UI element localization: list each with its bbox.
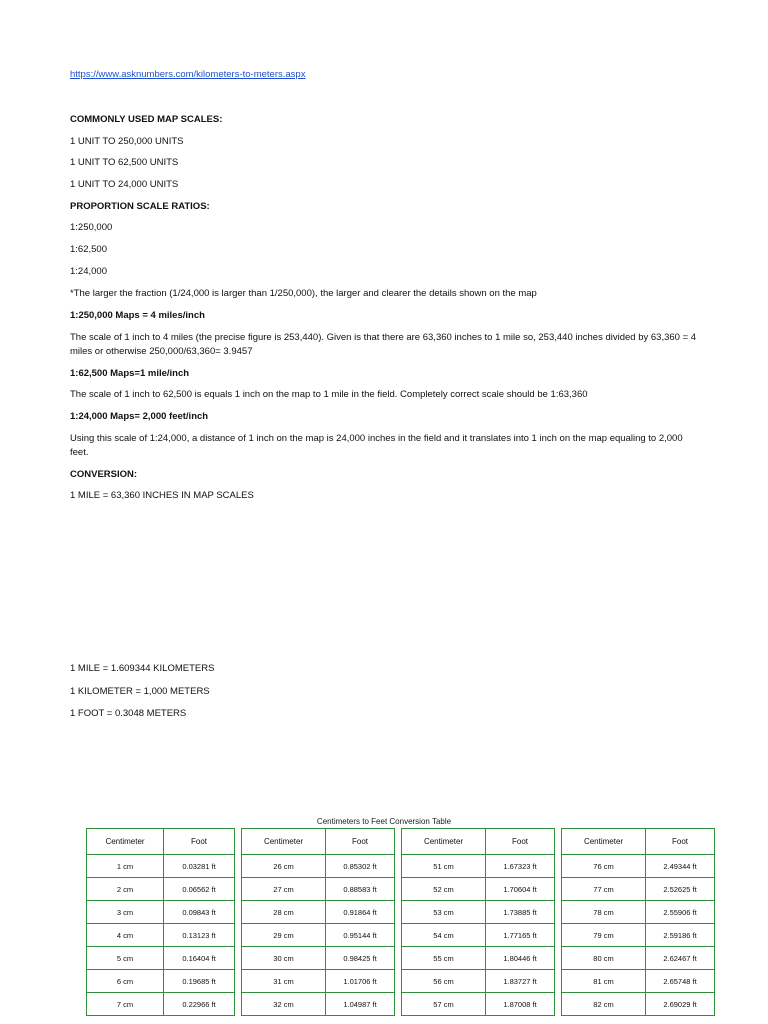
column-gap: [555, 878, 562, 901]
column-header: Foot: [486, 829, 555, 855]
centimeter-cell: 56 cm: [402, 970, 486, 993]
foot-cell: 1.73885 ft: [486, 901, 555, 924]
centimeter-cell: 32 cm: [242, 993, 326, 1016]
foot-cell: 1.83727 ft: [486, 970, 555, 993]
column-header: Centimeter: [87, 829, 164, 855]
foot-cell: 0.16404 ft: [164, 947, 235, 970]
source-link[interactable]: https://www.asknumbers.com/kilometers-to-meters.aspx: [70, 69, 306, 80]
centimeter-cell: 4 cm: [87, 924, 164, 947]
foot-cell: 0.95144 ft: [326, 924, 395, 947]
column-header: Foot: [326, 829, 395, 855]
foot-cell: 0.13123 ft: [164, 924, 235, 947]
column-gap: [395, 993, 402, 1016]
conversion-line: 1 MILE = 1.609344 KILOMETERS: [70, 663, 215, 674]
heading-conversion: CONVERSION:: [70, 469, 138, 480]
column-header: Foot: [164, 829, 235, 855]
table-caption: Centimeters to Feet Conversion Table: [316, 817, 452, 826]
column-gap: [235, 901, 242, 924]
heading-proportion-ratios: PROPORTION SCALE RATIOS:: [70, 201, 210, 212]
foot-cell: 2.59186 ft: [646, 924, 715, 947]
centimeter-cell: 29 cm: [242, 924, 326, 947]
column-gap: [555, 970, 562, 993]
column-gap: [555, 924, 562, 947]
centimeter-cell: 30 cm: [242, 947, 326, 970]
foot-cell: 0.19685 ft: [164, 970, 235, 993]
conversion-line: 1 KILOMETER = 1,000 METERS: [70, 686, 210, 697]
centimeter-cell: 76 cm: [562, 855, 646, 878]
centimeter-cell: 78 cm: [562, 901, 646, 924]
centimeter-cell: 55 cm: [402, 947, 486, 970]
foot-cell: 0.09843 ft: [164, 901, 235, 924]
column-gap: [555, 901, 562, 924]
heading-24000-maps: 1:24,000 Maps= 2,000 feet/inch: [70, 411, 209, 422]
column-gap: [395, 970, 402, 993]
paragraph-24000: Using this scale of 1:24,000, a distance of 1 inch on the map is 24,000 inches in the field and it translates into 1 inch on the map equaling to 2,000 feet.: [70, 433, 683, 458]
column-gap: [395, 855, 402, 878]
foot-cell: 1.67323 ft: [486, 855, 555, 878]
ratio-line: 1:24,000: [70, 266, 107, 277]
column-header: Foot: [646, 829, 715, 855]
fraction-note: *The larger the fraction (1/24,000 is larger than 1/250,000), the larger and clearer the details shown on the map: [70, 288, 537, 299]
foot-cell: 0.98425 ft: [326, 947, 395, 970]
centimeter-cell: 80 cm: [562, 947, 646, 970]
foot-cell: 1.77165 ft: [486, 924, 555, 947]
paragraph-250000: The scale of 1 inch to 4 miles (the precise figure is 253,440). Given is that there are 63,360 inches to 1 mile so, 253,440 inches divided by 63,360 = 4 miles or otherwise 250,000/63,360= 3.9457: [70, 332, 697, 357]
foot-cell: 0.91864 ft: [326, 901, 395, 924]
centimeter-cell: 1 cm: [87, 855, 164, 878]
conversion-line: 1 FOOT = 0.3048 METERS: [70, 708, 187, 719]
column-gap: [395, 947, 402, 970]
foot-cell: 0.22966 ft: [164, 993, 235, 1016]
centimeter-cell: 26 cm: [242, 855, 326, 878]
table-row: [87, 901, 715, 924]
foot-cell: 1.87008 ft: [486, 993, 555, 1016]
centimeter-cell: 6 cm: [87, 970, 164, 993]
column-gap: [395, 901, 402, 924]
table-body: [87, 855, 715, 1016]
column-gap: [555, 947, 562, 970]
table-row: [87, 855, 715, 878]
conversion-line: 1 MILE = 63,360 INCHES IN MAP SCALES: [70, 490, 254, 501]
scale-line: 1 UNIT TO 62,500 UNITS: [70, 157, 179, 168]
centimeter-cell: 31 cm: [242, 970, 326, 993]
foot-cell: 2.69029 ft: [646, 993, 715, 1016]
column-gap: [235, 829, 242, 855]
table-row: [87, 878, 715, 901]
centimeter-cell: 3 cm: [87, 901, 164, 924]
foot-cell: 1.80446 ft: [486, 947, 555, 970]
foot-cell: 1.70604 ft: [486, 878, 555, 901]
centimeter-cell: 79 cm: [562, 924, 646, 947]
foot-cell: 2.62467 ft: [646, 947, 715, 970]
centimeter-cell: 51 cm: [402, 855, 486, 878]
ratio-line: 1:62,500: [70, 244, 107, 255]
heading-250000-maps: 1:250,000 Maps = 4 miles/inch: [70, 310, 205, 321]
centimeter-cell: 77 cm: [562, 878, 646, 901]
centimeter-cell: 52 cm: [402, 878, 486, 901]
column-gap: [235, 855, 242, 878]
foot-cell: 0.06562 ft: [164, 878, 235, 901]
centimeter-cell: 5 cm: [87, 947, 164, 970]
centimeter-cell: 57 cm: [402, 993, 486, 1016]
column-header: Centimeter: [402, 829, 486, 855]
centimeter-cell: 27 cm: [242, 878, 326, 901]
column-gap: [395, 878, 402, 901]
table-row: [87, 993, 715, 1016]
foot-cell: 1.01706 ft: [326, 970, 395, 993]
column-header: Centimeter: [562, 829, 646, 855]
centimeter-cell: 2 cm: [87, 878, 164, 901]
table-row: [87, 947, 715, 970]
heading-map-scales: COMMONLY USED MAP SCALES:: [70, 114, 223, 125]
paragraph-62500: The scale of 1 inch to 62,500 is equals 1 inch on the map to 1 mile in the field. Completely correct scale should be 1:63,360: [70, 389, 588, 400]
foot-cell: 2.52625 ft: [646, 878, 715, 901]
foot-cell: 2.65748 ft: [646, 970, 715, 993]
column-gap: [235, 947, 242, 970]
column-gap: [235, 970, 242, 993]
column-gap: [395, 924, 402, 947]
column-header: Centimeter: [242, 829, 326, 855]
table-row: [87, 924, 715, 947]
foot-cell: 2.49344 ft: [646, 855, 715, 878]
column-gap: [555, 829, 562, 855]
foot-cell: 0.03281 ft: [164, 855, 235, 878]
centimeter-cell: 54 cm: [402, 924, 486, 947]
ratio-line: 1:250,000: [70, 222, 113, 233]
conversion-table: [86, 828, 715, 1016]
column-gap: [395, 829, 402, 855]
column-gap: [235, 878, 242, 901]
foot-cell: 2.55906 ft: [646, 901, 715, 924]
column-gap: [555, 855, 562, 878]
centimeter-cell: 28 cm: [242, 901, 326, 924]
scale-line: 1 UNIT TO 24,000 UNITS: [70, 179, 179, 190]
centimeter-cell: 81 cm: [562, 970, 646, 993]
column-gap: [555, 993, 562, 1016]
foot-cell: 0.88583 ft: [326, 878, 395, 901]
centimeter-cell: 53 cm: [402, 901, 486, 924]
heading-62500-maps: 1:62,500 Maps=1 mile/inch: [70, 368, 190, 379]
foot-cell: 0.85302 ft: [326, 855, 395, 878]
table-row: [87, 970, 715, 993]
column-gap: [235, 993, 242, 1016]
foot-cell: 1.04987 ft: [326, 993, 395, 1016]
scale-line: 1 UNIT TO 250,000 UNITS: [70, 136, 184, 147]
table-header-row: [87, 829, 715, 855]
centimeter-cell: 7 cm: [87, 993, 164, 1016]
centimeter-cell: 82 cm: [562, 993, 646, 1016]
column-gap: [235, 924, 242, 947]
